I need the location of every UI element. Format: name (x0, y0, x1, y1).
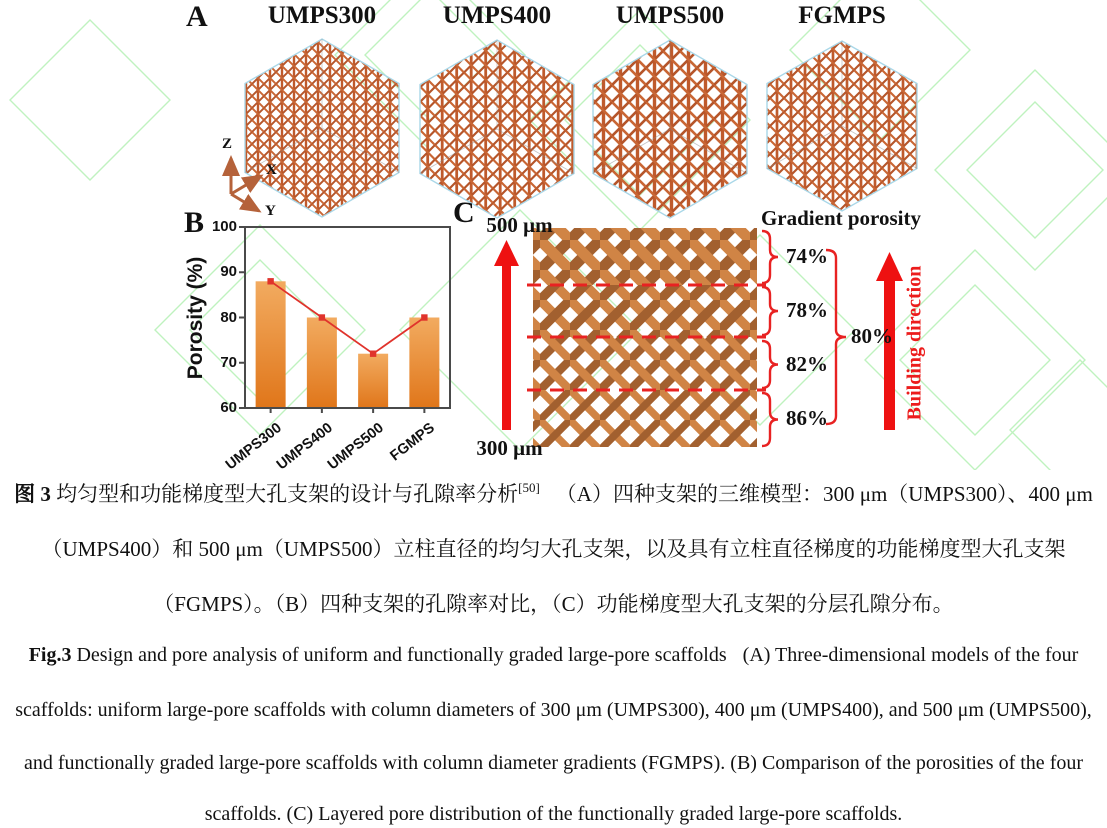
axis-z-label: Z (222, 136, 233, 152)
y-tick-90: 90 (220, 263, 237, 281)
caption-zh-prefix: 图 3 (14, 482, 51, 506)
caption-en-line2: scaffolds: uniform large-pore scaffolds with column diameters of 300 μm (UMPS300), 400 μm (UMPS400), and 500 μm (UMPS500), (15, 699, 1092, 721)
y-tick-100: 100 (211, 218, 237, 235)
caption-zh-line3: （FGMPS）。（B）四种支架的孔隙率对比，（C）功能梯度型大孔支架的分层孔隙分布。 (153, 592, 954, 616)
panel-c-label: C (453, 196, 475, 229)
bar-series (256, 281, 440, 408)
scaffold-model-umps500 (593, 40, 747, 218)
scaffold-title-fgmps: FGMPS (798, 2, 886, 29)
scaffold-model-fgmps (767, 41, 917, 211)
gradient-porosity-title: Gradient porosity (760, 206, 922, 230)
y-tick-80: 80 (220, 308, 237, 326)
bar-FGMPS (409, 318, 439, 409)
panel-a-label: A (186, 0, 208, 33)
layer-porosity-4: 86% (786, 406, 828, 430)
scaffold-model-umps400 (420, 40, 574, 218)
diameter-gradient-arrow (494, 240, 519, 430)
x-tick-UMPS300: UMPS300 (222, 420, 285, 474)
caption-en-line4: scaffolds. (C) Layered pore distribution of the functionally graded large-pore scaffolds. (204, 803, 903, 825)
line-marker (267, 278, 273, 284)
bottom-diameter-label: 300 μm (476, 436, 543, 460)
line-series (267, 278, 427, 357)
reference-superscript: [50] (518, 480, 540, 495)
y-tick-70: 70 (220, 353, 237, 371)
building-direction-label: Building direction (903, 265, 926, 421)
caption-en-line3: and functionally graded large-pore scaffolds with column diameter gradients (FGMPS). (B) Comparison of the porosities of the four (23, 752, 1084, 774)
overall-brace (826, 250, 846, 424)
x-tick-UMPS400: UMPS400 (273, 420, 336, 474)
y-axis-title: Porosity (%) (184, 256, 207, 380)
line-marker (370, 351, 376, 357)
panel-b-label: B (184, 206, 205, 239)
caption-zh-line1: 图 3 均匀型和功能梯度型大孔支架的设计与孔隙率分析[50] （A）四种支架的三维模型：300 μm（UMPS300）、400 μm (14, 480, 1093, 506)
caption-en-prefix: Fig.3 (28, 644, 72, 666)
y-tick-60: 60 (220, 399, 237, 416)
line-marker (421, 314, 427, 320)
overall-porosity: 80% (851, 324, 893, 348)
bar-UMPS300 (256, 281, 286, 408)
bar-UMPS500 (358, 354, 388, 408)
scaffold-title-umps500: UMPS500 (615, 2, 725, 29)
x-tick-UMPS500: UMPS500 (325, 420, 387, 474)
bar-UMPS400 (307, 318, 337, 409)
scaffold-title-umps400: UMPS400 (442, 2, 552, 29)
line-marker (319, 314, 325, 320)
axis-x-label: X (266, 162, 277, 178)
top-diameter-label: 500 μm (486, 213, 553, 237)
porosity-line (271, 281, 425, 353)
layer-porosity-1: 74% (786, 244, 828, 268)
layer-porosity-2: 78% (786, 298, 828, 322)
layer-porosity-3: 82% (786, 352, 828, 376)
x-tick-FGMPS: FGMPS (387, 420, 439, 465)
caption-en-line1: Fig.3 Design and pore analysis of uniform and functionally graded large-pore scaffolds (A) Three-dimensional models of the four (28, 644, 1079, 666)
caption-zh-line2: （UMPS400）和 500 μm（UMPS500）立柱直径的均匀大孔支架，以及具有立柱直径梯度的功能梯度型大孔支架 (41, 537, 1066, 561)
axis-y-label: Y (265, 203, 276, 219)
scaffold-title-umps300: UMPS300 (267, 2, 377, 29)
